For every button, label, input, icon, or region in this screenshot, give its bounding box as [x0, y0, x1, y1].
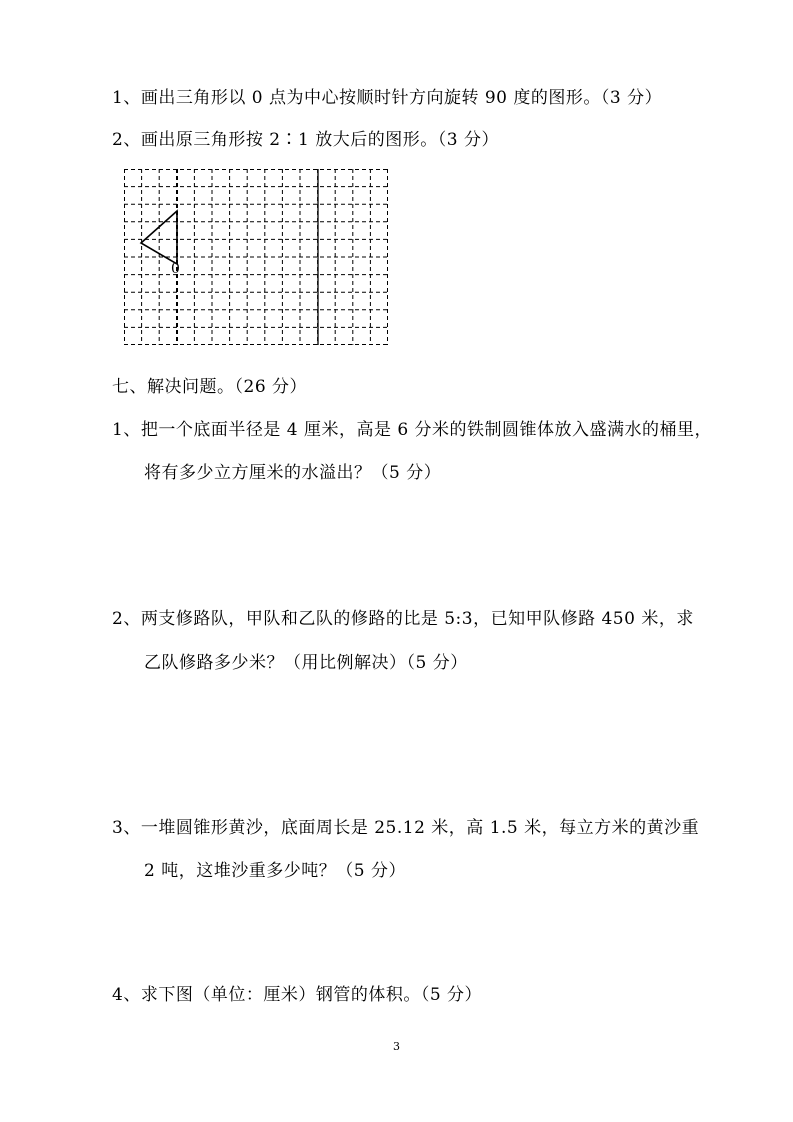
point-o-label: 0 — [171, 261, 180, 277]
question-7-2-line1: 2、两支修路队，甲队和乙队的修路的比是 5:3，已知甲队修路 450 米，求 — [112, 609, 694, 629]
question-7-1-line2: 将有多少立方厘米的水溢出？（5 分） — [144, 463, 442, 483]
question-7-3-line2: 2 吨，这堆沙重多少吨？（5 分） — [144, 861, 406, 881]
question-6-1: 1、画出三角形以 0 点为中心按顺时针方向旋转 90 度的图形。（3 分） — [112, 88, 663, 108]
question-7-1-line1: 1、把一个底面半径是 4 厘米，高是 6 分米的铁制圆锥体放入盛满水的桶里， — [112, 420, 713, 440]
question-7-3-line1: 3、一堆圆锥形黄沙，底面周长是 25.12 米，高 1.5 米，每立方米的黄沙重 — [112, 818, 700, 838]
dashed-grid-figure — [124, 169, 388, 345]
page-number: 3 — [393, 1040, 400, 1053]
question-7-4: 4、求下图（单位：厘米）钢管的体积。（5 分） — [112, 985, 483, 1005]
question-7-2-line2: 乙队修路多少米？（用比例解决）（5 分） — [144, 653, 468, 673]
question-6-2: 2、画出原三角形按 2∶1 放大后的图形。（3 分） — [112, 130, 499, 150]
section-7-title: 七、解决问题。（26 分） — [112, 377, 308, 397]
